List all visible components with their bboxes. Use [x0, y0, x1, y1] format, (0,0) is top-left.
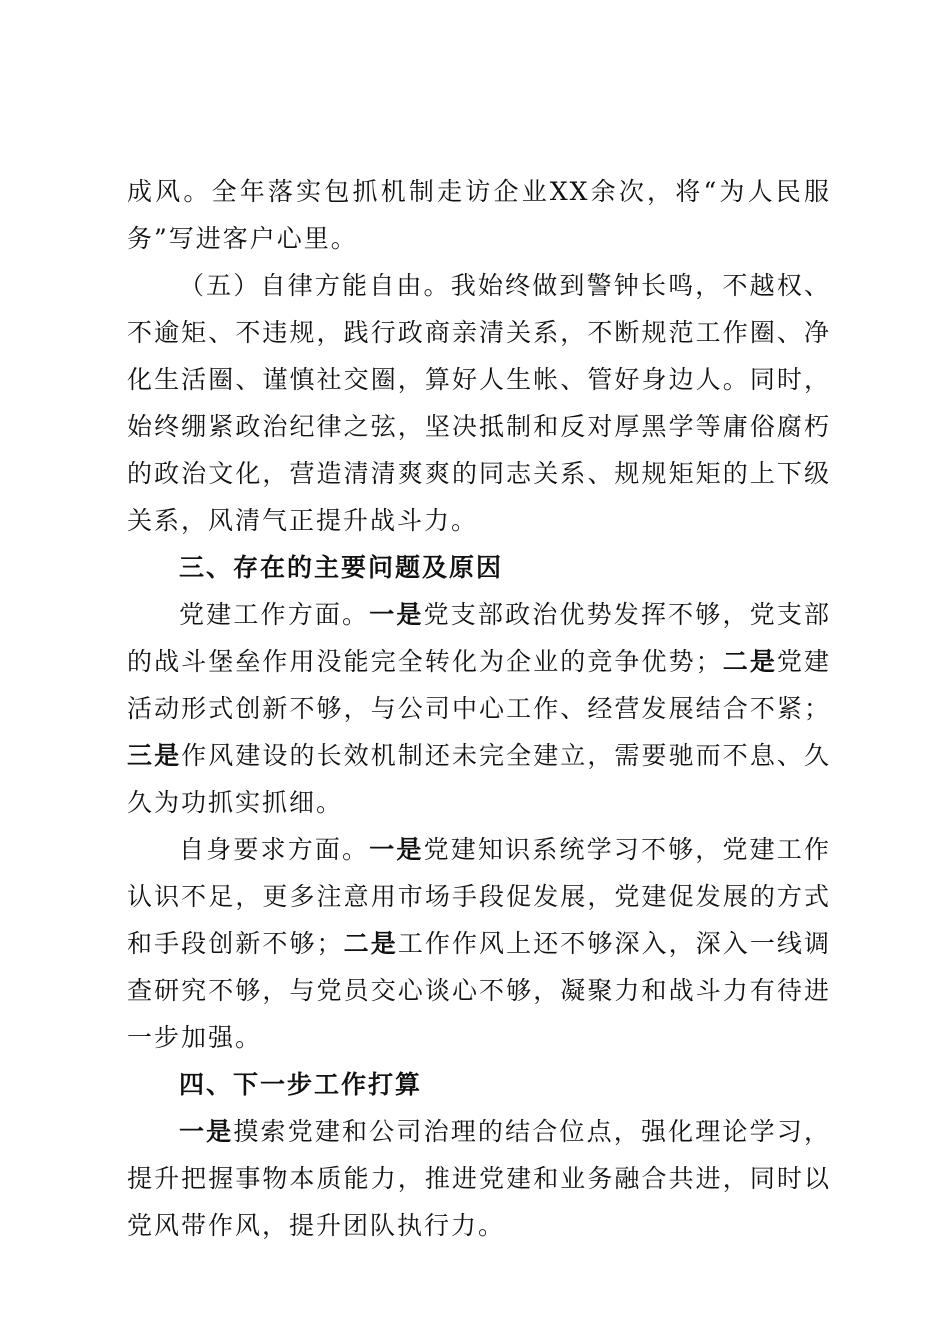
paragraph-lead: 自身要求方面。 — [179, 835, 370, 864]
document-page — [127, 168, 831, 1249]
issue-text: 作风建设的长效机制还未完全建立，需要驰而不息、久久为功抓实抓细。 — [127, 741, 831, 817]
keyword-first: 一是 — [179, 1117, 234, 1146]
issue-text: 工作作风上还不够深入，深入一线调查研究不够，与党员交心谈心不够，凝聚力和战斗力有待进一步加强。 — [127, 929, 831, 1052]
section-heading-problems: 三、存在的主要问题及原因 — [179, 553, 504, 582]
paragraph-continuation: 成风。全年落实包抓机制走访企业XX余次，将“为人民服务”写进客户心里。 — [127, 177, 831, 253]
issue-text: 党建知识系统学习不够，党建工作认识不足，更多注意用市场手段促发展，党建促发展的方式和手段创新不够； — [127, 835, 831, 958]
paragraph-next-step-plan — [127, 1108, 831, 1249]
paragraph-party-building-issues — [127, 591, 831, 826]
section-heading-next-steps: 四、下一步工作打算 — [179, 1070, 423, 1099]
keyword-second: 二是 — [722, 647, 777, 676]
paragraph-self-discipline: （五）自律方能自由。我始终做到警钟长鸣，不越权、不逾矩、不违规，践行政商亲清关系，不断规范工作圈、净化生活圈、谨慎社交圈，算好人生帐、管好身边人。同时，始终绷紧政治纪律之弦，坚决抵制和反对厚黑学等庸俗腐朽的政治文化，营造清清爽爽的同志关系、规规矩矩的上下级关系，风清气正提升战斗力。 — [127, 271, 831, 535]
keyword-second: 二是 — [343, 929, 398, 958]
issue-text: 党建活动形式创新不够，与公司中心工作、经营发展结合不紧； — [127, 647, 831, 723]
paragraph-lead: 党建工作方面。 — [179, 600, 370, 629]
issue-text: 党支部政治优势发挥不够，党支部的战斗堡垒作用没能完全转化为企业的竞争优势； — [127, 600, 831, 676]
paragraph-self-requirement-issues — [127, 826, 831, 1061]
keyword-third: 三是 — [127, 741, 182, 770]
keyword-first: 一是 — [369, 835, 424, 864]
plan-text: 摸索党建和公司治理的结合位点，强化理论学习，提升把握事物本质能力，推进党建和业务融合共进，同时以党风带作风，提升团队执行力。 — [127, 1117, 831, 1240]
keyword-first: 一是 — [369, 600, 424, 629]
